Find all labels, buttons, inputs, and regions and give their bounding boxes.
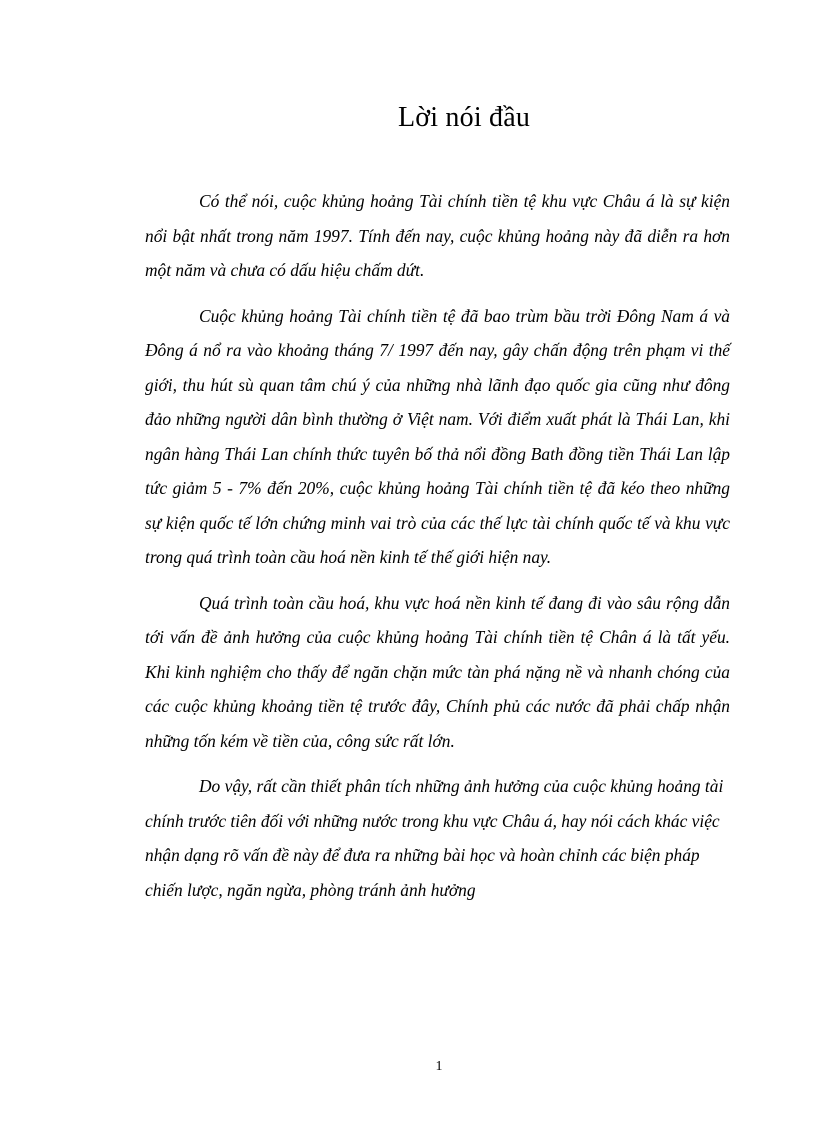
paragraph-1: Có thể nói, cuộc khủng hoảng Tài chính tiền tệ khu vực Châu á là sự kiện nổi bật nhất trong năm 1997. Tính đến nay, cuộc khủng hoảng này đã diễn ra hơn một năm và chưa có dấu hiệu chấm dứt. xyxy=(145,191,730,280)
paragraph-3: Quá trình toàn cầu hoá, khu vực hoá nền kinh tế đang đi vào sâu rộng dẫn tới vấn đề ảnh hưởng của cuộc khủng hoảng Tài chính tiền tệ Chân á là tất yếu. Khi kinh nghiệm cho thấy để ngăn chặn mức tàn phá nặng nề và nhanh chóng của các cuộc khủng khoảng tiền tệ trước đây, Chính phủ các nước đã phải chấp nhận những tốn kém về tiền của, công sức rất lớn. xyxy=(145,592,730,751)
paragraph-2: Cuộc khủng hoảng Tài chính tiền tệ đã bao trùm bầu trời Đông Nam á và Đông á nổ ra vào khoảng tháng 7/ 1997 đến nay, gây chấn động trên phạm vi thế giới, thu hút sù quan tâm chú ý của những nhà lãnh đạo quốc gia cũng như đông đảo những người dân bình thường ở Việt nam. Với điểm xuất phát là Thái Lan, khi ngân hàng Thái Lan chính thức tuyên bố thả nổi đồng Bath đồng tiền Thái Lan lập tức giảm 5 - 7% đến 20%, cuộc khủng hoảng Tài chính tiền tệ đã kéo theo những sự kiện quốc tế lớn chứng minh vai trò của các thế lực tài chính quốc tế và khu vực trong quá trình toàn cầu hoá nền kinh tế thế giới hiện nay. xyxy=(145,305,730,567)
page-title: Lời nói đầu xyxy=(397,102,531,133)
page-number: 1 xyxy=(435,1059,443,1074)
body-text xyxy=(145,184,730,918)
paragraph-4: Do vậy, rất cần thiết phân tích những ảnh hưởng của cuộc khủng hoảng tài chính trước tiên đối với những nước trong khu vực Châu á, hay nói cách khác việc nhận dạng rõ vấn đề này để đưa ra những bài học và hoàn chỉnh các biện pháp chiến lược, ngăn ngừa, phòng tránh ảnh hưởng xyxy=(145,776,724,900)
